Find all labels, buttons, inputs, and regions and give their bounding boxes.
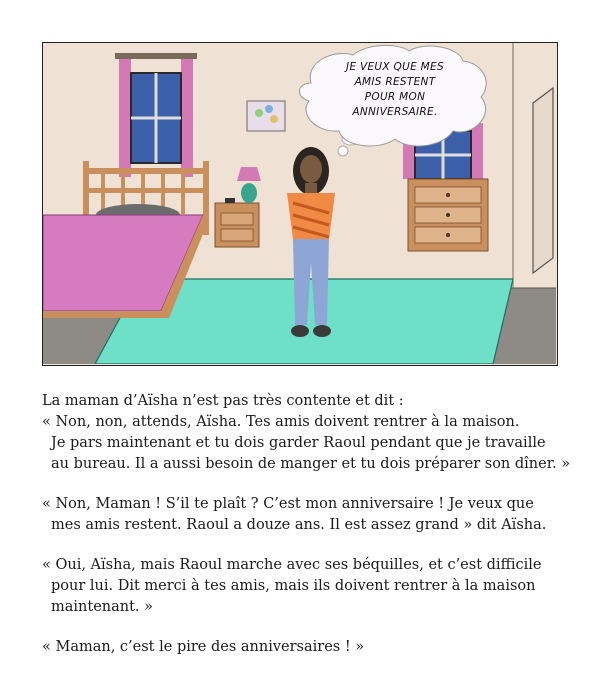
paragraph-line: « Non, non, attends, Aïsha. Tes amis doivent rentrer à la maison. — [42, 414, 520, 430]
paragraph-1 — [42, 391, 571, 475]
speech-line-3: POUR MON — [364, 91, 426, 103]
paragraph-3 — [42, 555, 562, 618]
paragraph-line: « Maman, c’est le pire des anniversaires ! » — [42, 639, 365, 655]
paragraph-line: Je pars maintenant et tu dois garder Raoul pendant que je travaille — [51, 435, 546, 451]
wall-picture — [247, 101, 285, 131]
paragraph-line: « Oui, Aïsha, mais Raoul marche avec ses béquilles, et c’est difficile — [42, 557, 542, 573]
speech-line-1: JE VEUX QUE MES — [346, 61, 444, 73]
dresser — [408, 179, 488, 251]
paragraph-line: au bureau. Il a aussi besoin de manger et tu dois préparer son dîner. » — [51, 456, 571, 472]
speech-line-4: ANNIVERSAIRE. — [352, 106, 438, 118]
door — [533, 88, 553, 273]
paragraph-line: mes amis restent. Raoul a douze ans. Il est assez grand » dit Aïsha. — [51, 517, 547, 533]
paragraph-line: pour lui. Dit merci à tes amis, mais ils doivent rentrer à la maison — [51, 578, 536, 594]
lamp-base — [241, 183, 257, 203]
paragraph-4 — [42, 637, 562, 658]
paragraph-line: « Non, Maman ! S’il te plaît ? C’est mon anniversaire ! Je veux que — [42, 496, 534, 512]
bedroom-scene — [43, 43, 556, 364]
paragraph-2 — [42, 494, 562, 536]
story-text — [42, 391, 571, 677]
speech-line-2: AMIS RESTENT — [354, 76, 436, 88]
lamp-shade — [237, 167, 261, 181]
paragraph-line: maintenant. » — [51, 599, 154, 615]
paragraph-line: La maman d’Aïsha n’est pas très contente et dit : — [42, 393, 404, 409]
story-illustration — [42, 42, 558, 366]
